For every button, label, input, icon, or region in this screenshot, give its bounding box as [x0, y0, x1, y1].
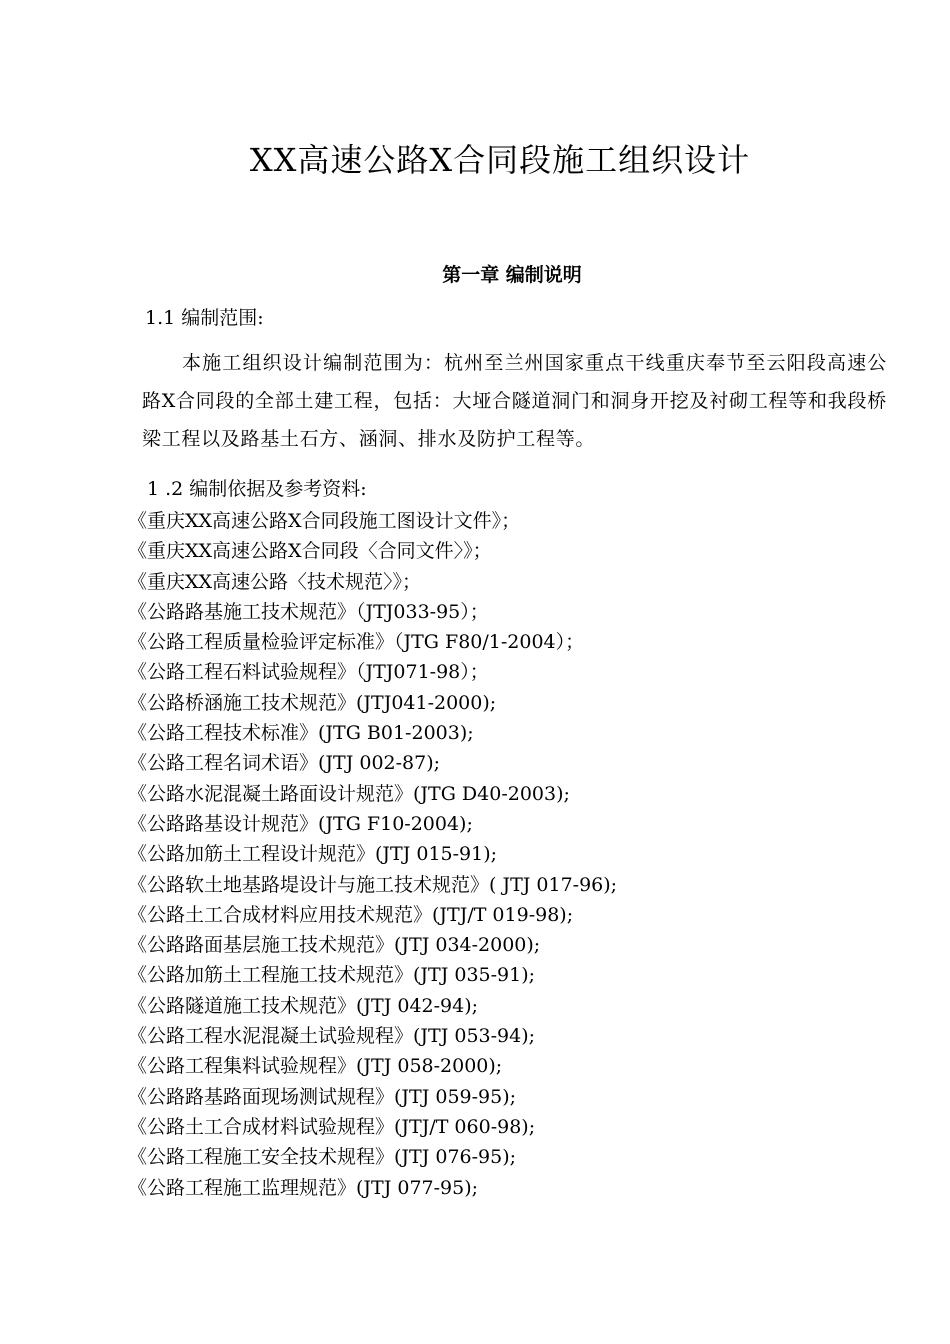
reference-item: 《公路桥涵施工技术规范》(JTJ041-2000); — [128, 691, 497, 714]
reference-item: 《公路工程名词术语》(JTJ 002-87); — [128, 752, 441, 775]
reference-item: 《公路工程技术标准》(JTG B01-2003); — [128, 722, 474, 745]
reference-item: 《公路加筋土工程施工技术规范》(JTJ 035-91); — [128, 964, 536, 987]
reference-item: 《重庆XX高速公路〈技术规范〉》； — [128, 570, 422, 593]
reference-item: 《公路土工合成材料应用技术规范》(JTJ/T 019-98); — [128, 903, 574, 926]
reference-item: 《重庆XX高速公路X合同段施工图设计文件》； — [128, 510, 521, 532]
reference-list — [128, 506, 617, 1203]
reference-item: 《公路软土地基路堤设计与施工技术规范》( JTJ 017-96); — [128, 873, 618, 896]
reference-item: 《公路工程质量检验评定标准》（JTG F80/1-2004）； — [128, 631, 585, 654]
reference-item: 《公路土工合成材料试验规程》(JTJ/T 060-98); — [128, 1115, 536, 1138]
reference-item: 《公路隧道施工技术规范》(JTJ 042-94); — [128, 994, 479, 1017]
reference-item: 《公路工程施工监理规范》(JTJ 077-95); — [128, 1176, 479, 1199]
reference-item: 《重庆XX高速公路X合同段〈合同文件〉》； — [128, 540, 492, 563]
reference-item: 《公路工程石料试验规程》（JTJ071-98）； — [128, 661, 489, 684]
reference-item: 《公路加筋土工程设计规范》(JTJ 015-91); — [128, 843, 498, 866]
reference-item: 《公路工程施工安全技术规程》(JTJ 076-95); — [128, 1146, 517, 1169]
document-title: XX高速公路X合同段施工组织设计 — [249, 141, 751, 179]
section-heading-1-2: 1 .2 编制依据及参考资料: — [147, 478, 367, 500]
reference-item: 《公路路基路面现场测试规程》(JTJ 059-95); — [128, 1085, 517, 1108]
reference-item: 《公路路基施工技术规范》（JTJ033-95）； — [128, 600, 489, 623]
reference-item: 《公路路面基层施工技术规范》(JTJ 034-2000); — [128, 934, 541, 957]
chapter-title: 第一章 编制说明 — [442, 264, 582, 286]
reference-item: 《公路工程水泥混凝土试验规程》(JTJ 053-94); — [128, 1025, 536, 1048]
scope-paragraph: 本施工组织设计编制范围为：杭州至兰州国家重点干线重庆奉节至云阳段高速公路X合同段的全部土建工程，包括：大垭合隧道洞门和洞身开挖及衬砌工程等和我段桥梁工程以及路基土石方、涵洞、排水及防护工程等。 — [142, 352, 887, 450]
section-heading-1-1: 1.1 编制范围: — [145, 307, 264, 329]
reference-item: 《公路路基设计规范》(JTG F10-2004); — [128, 812, 473, 835]
reference-item: 《公路工程集料试验规程》(JTJ 058-2000); — [128, 1055, 503, 1078]
reference-item: 《公路水泥混凝土路面设计规范》(JTG D40-2003); — [128, 782, 570, 805]
